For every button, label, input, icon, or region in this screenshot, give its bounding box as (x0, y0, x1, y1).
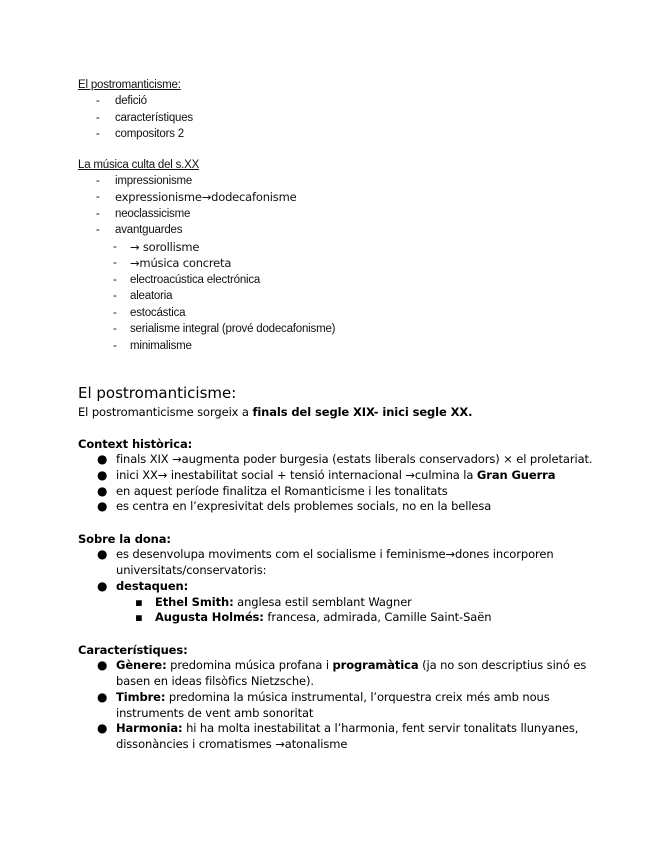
section-heading-dona: Sobre la dona: (78, 532, 171, 547)
outline (78, 77, 335, 354)
bullet-icon: ● (97, 499, 108, 514)
list-item: ● es centra en l’expresivitat dels problemes socials, no en la bellesa (97, 499, 492, 514)
bullet-icon: ● (97, 658, 108, 673)
list-item: ● destaquen: ▪ Ethel Smith: anglesa estil semblant Wagner ▪ Augusta Holmés: francesa, admirada, Camille Saint-Saën (78, 579, 598, 626)
bullet-icon: ● (97, 689, 108, 704)
list-subitem: - electroacústica electrónica (113, 273, 261, 286)
bullet-icon: ● (97, 547, 108, 562)
list-subitem: - → sorollisme (113, 239, 200, 254)
list-subitem: ▪ Ethel Smith: anglesa estil semblant Wagner (135, 594, 412, 609)
list-subitem: - minimalisme (113, 339, 192, 352)
context-list (78, 452, 598, 515)
list-item: ● inici XX→ inestabilitat social + tensió internacional →culmina la Gran Guerra (97, 467, 556, 482)
section-heading-context: Context històrica: (78, 437, 193, 451)
list-subitem: - aleatoria (113, 290, 173, 302)
list-item: ● en aquest període finalitza el Romanticisme i les tonalitats (97, 483, 448, 498)
list-item: - característiques (96, 111, 193, 124)
square-bullet-icon: ▪ (135, 610, 143, 625)
list-item: ● Harmonia: hi ha molta inestabilitat a l’harmonia, fent servir tonalitats llunyanes, dissonàncies i cromatismes →atonalisme (97, 721, 579, 752)
list-item: ● es desenvolupa moviments com el socialisme i feminisme→dones incorporen universitats/conservatoris: (97, 547, 554, 577)
square-bullet-icon: ▪ (135, 594, 143, 609)
list-item: - impressionisme (96, 174, 193, 187)
outline-title-musica-culta: La música culta del s.XX (78, 158, 200, 171)
bullet-icon: ● (97, 483, 108, 498)
list-item: - defició (96, 95, 147, 107)
outline-title-postromanticisme: El postromanticisme: (78, 79, 181, 91)
list-item: - expressionisme→dodecafonisme (96, 190, 297, 204)
dona-list (78, 547, 598, 626)
document-body (78, 383, 598, 753)
bullet-icon: ● (97, 467, 108, 482)
composers-list (116, 595, 598, 627)
bullet-icon: ● (97, 721, 108, 736)
list-item: ● finals XIX →augmenta poder burgesia (estats liberals conservadors) × el proletariat. (97, 452, 593, 466)
list-item: - neoclassicisme (96, 207, 191, 220)
page-title: El postromanticisme: (78, 384, 237, 402)
list-item: ● Gènere: predomina música profana i programàtica (ja no son descriptius sinó es basen en ideas filsòfics Nietzsche). (97, 658, 587, 688)
list-subitem: - serialisme integral (prové dodecafonisme) (113, 323, 336, 335)
section-heading-caracteristiques: Característiques: (78, 643, 188, 658)
list-subitem: - →música concreta (113, 256, 232, 270)
bullet-icon: ● (97, 452, 108, 466)
list-item: ● Timbre: predomina la música instrumental, l’orquestra creix més amb nous instruments de vent amb sonoritat (97, 689, 550, 720)
bullet-icon: ● (97, 578, 108, 593)
list-item: - compositors 2 (96, 128, 184, 140)
list-subitem: - estocástica (113, 306, 186, 319)
intro-paragraph: El postromanticisme sorgeix a finals del segle XIX- inici segle XX. (78, 405, 473, 419)
caracteristiques-list (78, 658, 598, 753)
list-item: - avantguardes (96, 224, 183, 236)
list-subitem: ▪ Augusta Holmés: francesa, admirada, Camille Saint-Saën (135, 610, 492, 625)
